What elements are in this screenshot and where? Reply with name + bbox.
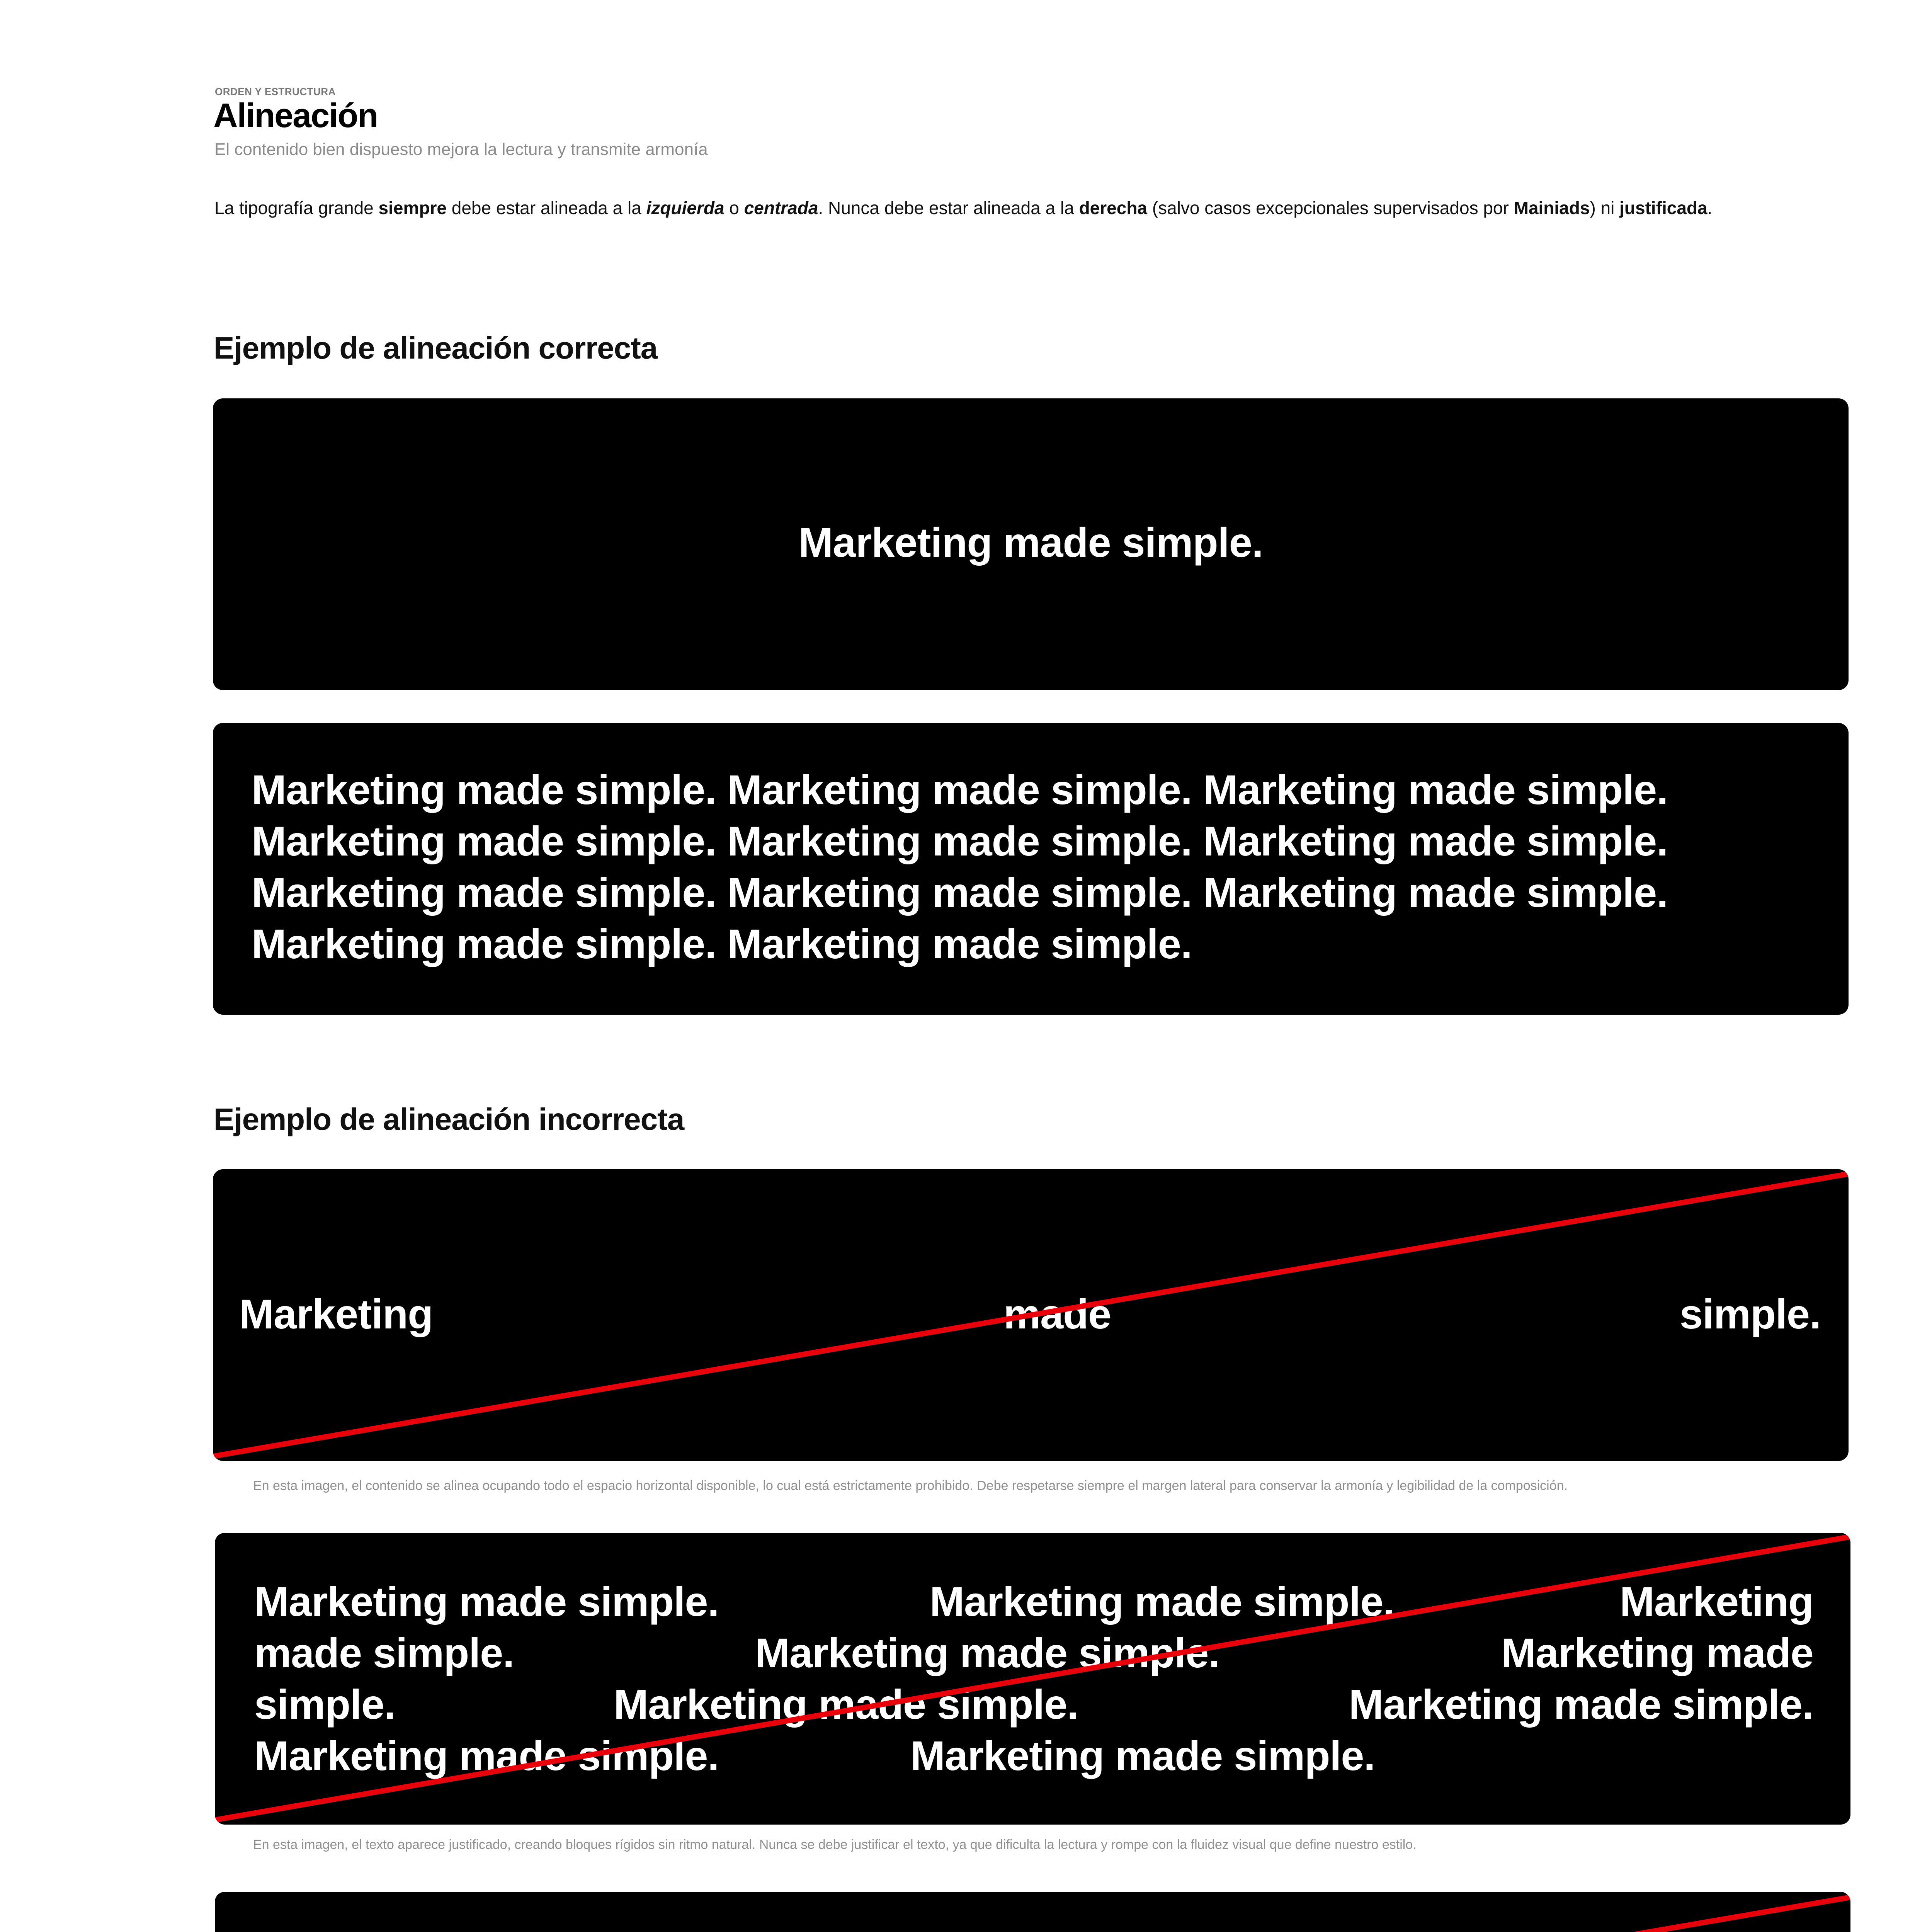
page-title: Alineación bbox=[213, 96, 378, 134]
example-card-spread bbox=[213, 1169, 1849, 1461]
example-card-right bbox=[215, 1892, 1850, 1932]
intro-text: ) ni bbox=[1590, 198, 1620, 218]
intro-bold-derecha: derecha bbox=[1079, 198, 1148, 218]
intro-emph-centrada: centrada bbox=[744, 198, 818, 218]
strike-line bbox=[215, 1533, 1850, 1825]
intro-text: . bbox=[1707, 198, 1713, 218]
intro-text: (salvo casos excepcionales supervisados por bbox=[1147, 198, 1514, 218]
justified-fragment: Marketing bbox=[1619, 1578, 1813, 1625]
intro-text: debe estar alineada a la bbox=[446, 198, 646, 218]
justified-fragment: simple. bbox=[254, 1681, 396, 1728]
justified-fragment: Marketing made simple. bbox=[254, 1578, 719, 1625]
example-card-justified bbox=[215, 1533, 1850, 1825]
justified-caption: En esta imagen, el texto aparece justificado, creando bloques rígidos sin ritmo natural. Nunca se debe justificar el texto, ya que dificulta la lectura y rompe con la fluidez visual que define nuestro estilo. bbox=[253, 1837, 1417, 1852]
justified-fragment: Marketing made simple. bbox=[910, 1732, 1375, 1779]
intro-text: o bbox=[724, 198, 744, 218]
page-subtitle: El contenido bien dispuesto mejora la lectura y transmite armonía bbox=[214, 140, 708, 159]
left-line: Marketing made simple. Marketing made simple. Marketing made simple. bbox=[252, 869, 1668, 916]
intro-bold-mainiads: Mainiads bbox=[1514, 198, 1590, 218]
intro-paragraph bbox=[214, 196, 1845, 220]
justified-fragment: Marketing made simple. bbox=[755, 1629, 1220, 1676]
strike-line bbox=[213, 1169, 1849, 1461]
justified-fragment: Marketing made simple. bbox=[930, 1578, 1395, 1625]
section-eyebrow: ORDEN Y ESTRUCTURA bbox=[215, 86, 336, 97]
intro-text: La tipografía grande bbox=[214, 198, 379, 218]
intro-text: . Nunca debe estar alineada a la bbox=[818, 198, 1079, 218]
left-line: Marketing made simple. Marketing made simple. bbox=[252, 920, 1192, 967]
centered-text: Marketing made simple. bbox=[798, 519, 1263, 566]
intro-bold-justificada: justificada bbox=[1619, 198, 1708, 218]
spread-word: made bbox=[1003, 1291, 1111, 1337]
left-line: Marketing made simple. Marketing made simple. Marketing made simple. bbox=[252, 766, 1668, 813]
intro-emph-izquierda: izquierda bbox=[646, 198, 724, 218]
example-card-centered bbox=[213, 398, 1849, 690]
spread-word: Marketing bbox=[239, 1291, 433, 1337]
left-line: Marketing made simple. Marketing made simple. Marketing made simple. bbox=[252, 818, 1668, 864]
justified-fragment: Marketing made simple. bbox=[1349, 1681, 1813, 1728]
spread-caption: En esta imagen, el contenido se alinea ocupando todo el espacio horizontal disponible, lo cual está estrictamente prohibido. Debe respetarse siempre el margen lateral para conservar la armonía y legibilidad de la composición. bbox=[253, 1478, 1568, 1493]
example-card-left bbox=[213, 723, 1849, 1015]
incorrect-heading: Ejemplo de alineación incorrecta bbox=[214, 1102, 684, 1136]
correct-heading: Ejemplo de alineación correcta bbox=[214, 331, 658, 365]
justified-fragment: Marketing made bbox=[1501, 1629, 1813, 1676]
justified-fragment: Marketing made simple. bbox=[614, 1681, 1078, 1728]
justified-fragment: Marketing made simple. bbox=[254, 1732, 719, 1779]
justified-fragment: made simple. bbox=[254, 1629, 514, 1676]
intro-bold-siempre: siempre bbox=[378, 198, 447, 218]
spread-word: simple. bbox=[1679, 1291, 1821, 1337]
strike-line bbox=[215, 1892, 1850, 1932]
